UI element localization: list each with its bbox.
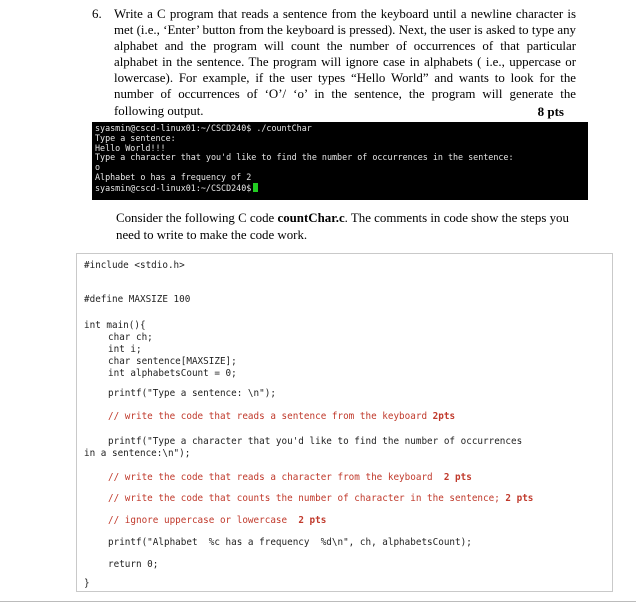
code-printf-character-cont: in a sentence:\n"); (84, 448, 191, 459)
code-decl-ch: char ch; (108, 332, 153, 343)
comment-text: // ignore uppercase or lowercase (108, 515, 288, 526)
consider-paragraph (116, 210, 586, 243)
terminal-line: o (95, 162, 101, 173)
terminal-line: syasmin@cscd-linux01:~/CSCD240$ (95, 182, 252, 193)
terminal-line: syasmin@cscd-linux01:~/CSCD240$ ./countChar (95, 123, 312, 133)
code-printf-sentence: printf("Type a sentence: \n"); (108, 388, 276, 399)
code-printf-result: printf("Alphabet %c has a frequency %d\n", ch, alphabetsCount); (108, 537, 472, 548)
code-filename: countChar.c (277, 211, 345, 225)
terminal-cursor (253, 183, 258, 192)
question-number: 6. (92, 7, 102, 21)
terminal-output (92, 122, 588, 200)
code-decl-count: int alphabetsCount = 0; (108, 368, 237, 379)
comment-text: // write the code that reads a sentence from the keyboard (108, 411, 428, 422)
code-listing (76, 253, 613, 592)
code-comment-read-char (108, 472, 472, 483)
code-comment-count (108, 493, 533, 504)
question-text: Write a C program that reads a sentence from the keyboard until a newline character is met (i.e., ‘Enter’ button from the keyboard is pressed). Next, the user is asked to type any alphabet and the program will count the number of occurrences of that particular alphabet in the sentence. The program will ignore case in alphabets ( i.e., uppercase or lowercase). For example, if the user types “Hello World” and wants to look for the number of occurrences of ‘O’/ ‘o’ in the sentence, the program will generate the following output. (114, 7, 576, 118)
comment-points: 2 pts (298, 515, 327, 526)
terminal-line: Alphabet o has a frequency of 2 (95, 171, 252, 182)
code-comment-ignore-case (108, 515, 326, 526)
code-include: #include <stdio.h> (84, 260, 185, 271)
question-points: 8 pts (537, 104, 564, 119)
comment-points: 2 pts (505, 493, 534, 504)
page-bottom-divider (0, 601, 636, 602)
code-define: #define MAXSIZE 100 (84, 294, 191, 305)
code-decl-sentence: char sentence[MAXSIZE]; (108, 356, 237, 367)
comment-text: // write the code that counts the number of character in the sentence; (108, 493, 500, 504)
terminal-line: Type a sentence: (95, 132, 176, 143)
code-decl-i: int i; (108, 344, 142, 355)
consider-text-after: . The comments in code show the steps you need to write to make the code work. (116, 211, 569, 242)
code-return: return 0; (108, 559, 159, 570)
terminal-line: Hello World!!! (95, 142, 166, 153)
terminal-prompt-line (95, 183, 588, 194)
comment-points: 2pts (432, 411, 456, 422)
comment-points: 2 pts (443, 472, 472, 483)
consider-text-before: Consider the following C code (116, 211, 278, 225)
code-printf-character: printf("Type a character that you'd like to find the number of occurrences (108, 436, 523, 447)
comment-text: // write the code that reads a character from the keyboard (108, 472, 433, 483)
code-comment-read-sentence (108, 411, 455, 422)
code-main-close: } (84, 578, 90, 589)
question-6 (92, 6, 576, 119)
terminal-line: Type a character that you'd like to find the number of occurrences in the sentence: (95, 152, 514, 163)
code-main-open: int main(){ (84, 320, 146, 331)
